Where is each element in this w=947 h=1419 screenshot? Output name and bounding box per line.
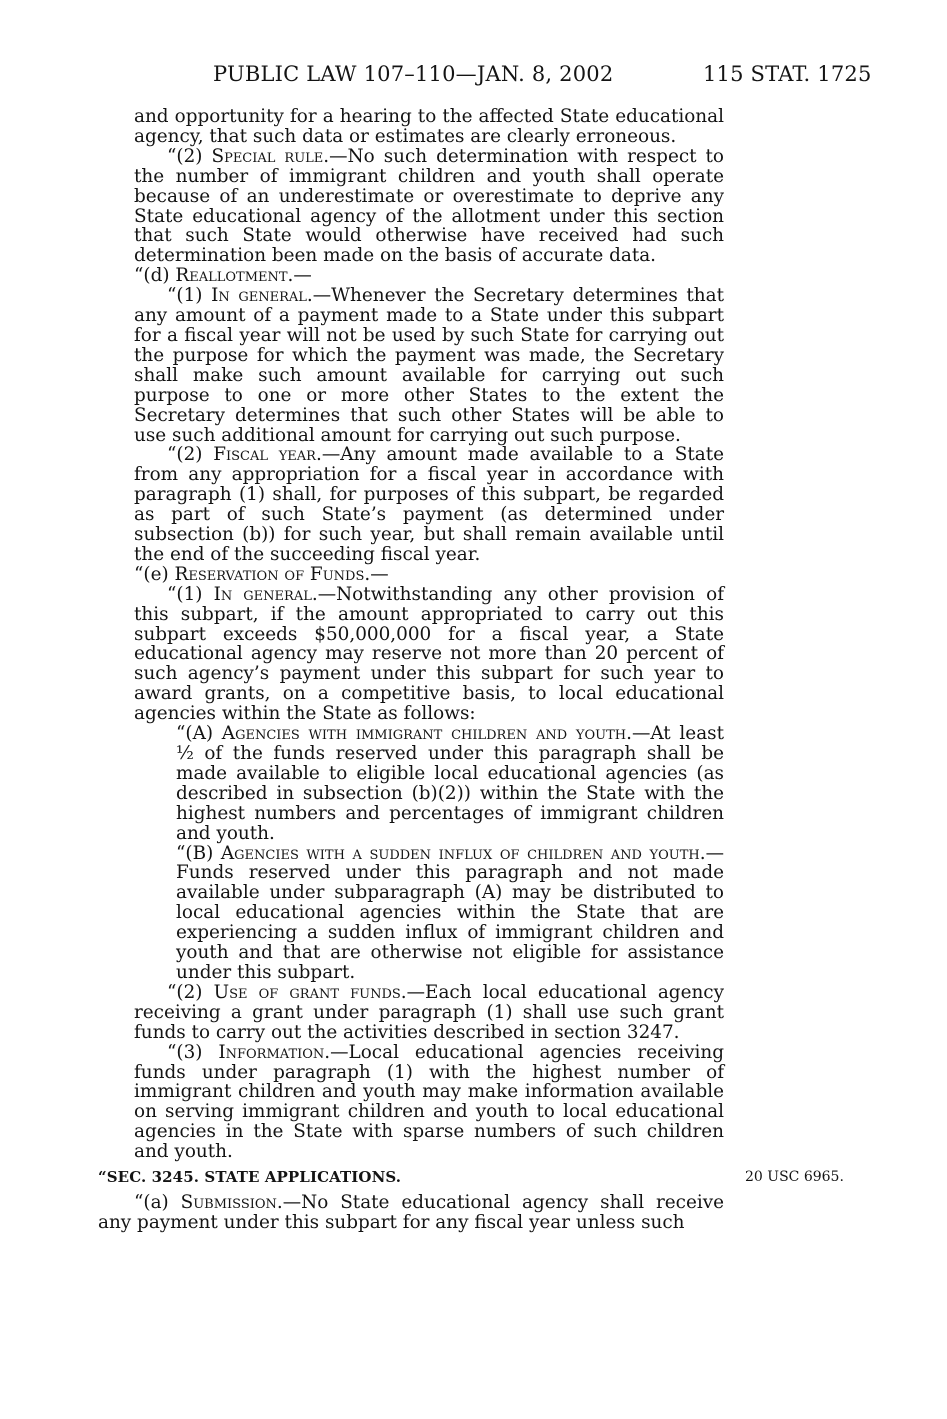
subsection-heading: Reservation of Funds. bbox=[174, 563, 371, 585]
subsection-heading: Submission. bbox=[180, 1192, 283, 1213]
paragraph-e1-in-general: “(1) In general.—Notwithstanding any other provision of this subpart, if the amount appropriated to carry out this subpart exceeds $50,000,000 for a fiscal year, a State educational agency may reserve not more than 20 percent of such agency’s payment under this subpart for such year to award grants, on a competitive basis, to local educational agencies within the State as follows: bbox=[134, 583, 724, 725]
subparagraph-heading: Agencies with immigrant children and youth. bbox=[221, 723, 632, 745]
paragraph-d1-in-general: “(1) In general.—Whenever the Secretary determines that any amount of a payment made to a State under this subpart for a fiscal year will not be used by such State for carrying out the purpose for which the payment was made, the Secretary shall make such amount available for carrying out such purpose to one or more other States to the extent the Secretary determines that such other States will be able to use such additional amount for carrying out such purpose. bbox=[134, 285, 724, 446]
body-text bbox=[134, 107, 724, 1162]
section-body bbox=[98, 1193, 724, 1233]
header-stat-citation: 115 STAT. 1725 bbox=[703, 62, 872, 86]
paragraph-c2-special-rule: “(2) Special rule.—No such determination with respect to the number of immigrant children and youth shall operate because of an underestimate or overestimate to deprive any State educational agency of the allotment under this section that such State would otherwise have received had such determination been made on the basis of accurate data. bbox=[134, 145, 724, 267]
paragraph-heading: Special rule. bbox=[211, 145, 330, 167]
subsection-heading: Reallotment. bbox=[175, 265, 294, 287]
section-heading: “SEC. 3245. STATE APPLICATIONS. bbox=[98, 1168, 402, 1186]
subsection-e-reservation-of-funds: “(e) Reservation of Funds.— bbox=[134, 563, 389, 585]
subsection-a-submission: “(a) Submission.—No State educational agency shall receive any payment under this subpart for any fiscal year unless such bbox=[98, 1192, 724, 1233]
subparagraph-a: “(A) Agencies with immigrant children and youth.—At least ½ of the funds reserved under this paragraph shall be made available to eligible local educational agencies (as described in subsection (b)(2)) within the State with the highest numbers and percentages of immigrant children and youth. bbox=[176, 723, 724, 844]
paragraph-heading: Use of grant funds. bbox=[213, 981, 407, 1003]
paragraph-e3-information: “(3) Information.—Local educational agencies receiving funds under paragraph (1) with the highest number of immigrant children and youth may make information available on serving immigrant children and youth to local educational agencies in the State with sparse numbers of such children and youth. bbox=[134, 1041, 724, 1163]
paragraph-d2-fiscal-year: “(2) Fiscal year.—Any amount made available to a State from any appropriation for a fiscal year in accordance with paragraph (1) shall, for purposes of this subpart, be regarded as part of such State’s payment (as determined under subsection (b)) for such year, but shall remain available until the end of the succeeding fiscal year. bbox=[134, 444, 724, 565]
subsection-d-reallotment: “(d) Reallotment.— bbox=[134, 265, 312, 287]
header-title: PUBLIC LAW 107–110—JAN. 8, 2002 bbox=[213, 62, 614, 86]
subparagraph-b: “(B) Agencies with a sudden influx of children and youth.—Funds reserved under this paragraph and not made available under subparagraph (A) may be distributed to local educational agencies within the State that are experiencing a sudden influx of immigrant children and youth and that are otherwise not eligible for assistance under this subpart. bbox=[176, 842, 724, 983]
paragraph-continuation: and opportunity for a hearing to the affected State educational agency, that such data or estimates are clearly erroneous. bbox=[134, 106, 724, 147]
paragraph-heading: In general. bbox=[213, 583, 318, 605]
page-header bbox=[0, 56, 947, 92]
subparagraph-heading: Agencies with a sudden influx of children and youth. bbox=[220, 842, 706, 864]
paragraph-heading: Fiscal year. bbox=[213, 444, 322, 466]
paragraph-heading: Information. bbox=[218, 1041, 331, 1063]
paragraph-e2-use-of-grant-funds: “(2) Use of grant funds.—Each local educational agency receiving a grant under paragraph (1) shall use such grant funds to carry out the activities described in section 3247. bbox=[134, 981, 724, 1043]
usc-margin-note: 20 USC 6965. bbox=[745, 1169, 844, 1185]
paragraph-heading: In general. bbox=[211, 285, 313, 307]
